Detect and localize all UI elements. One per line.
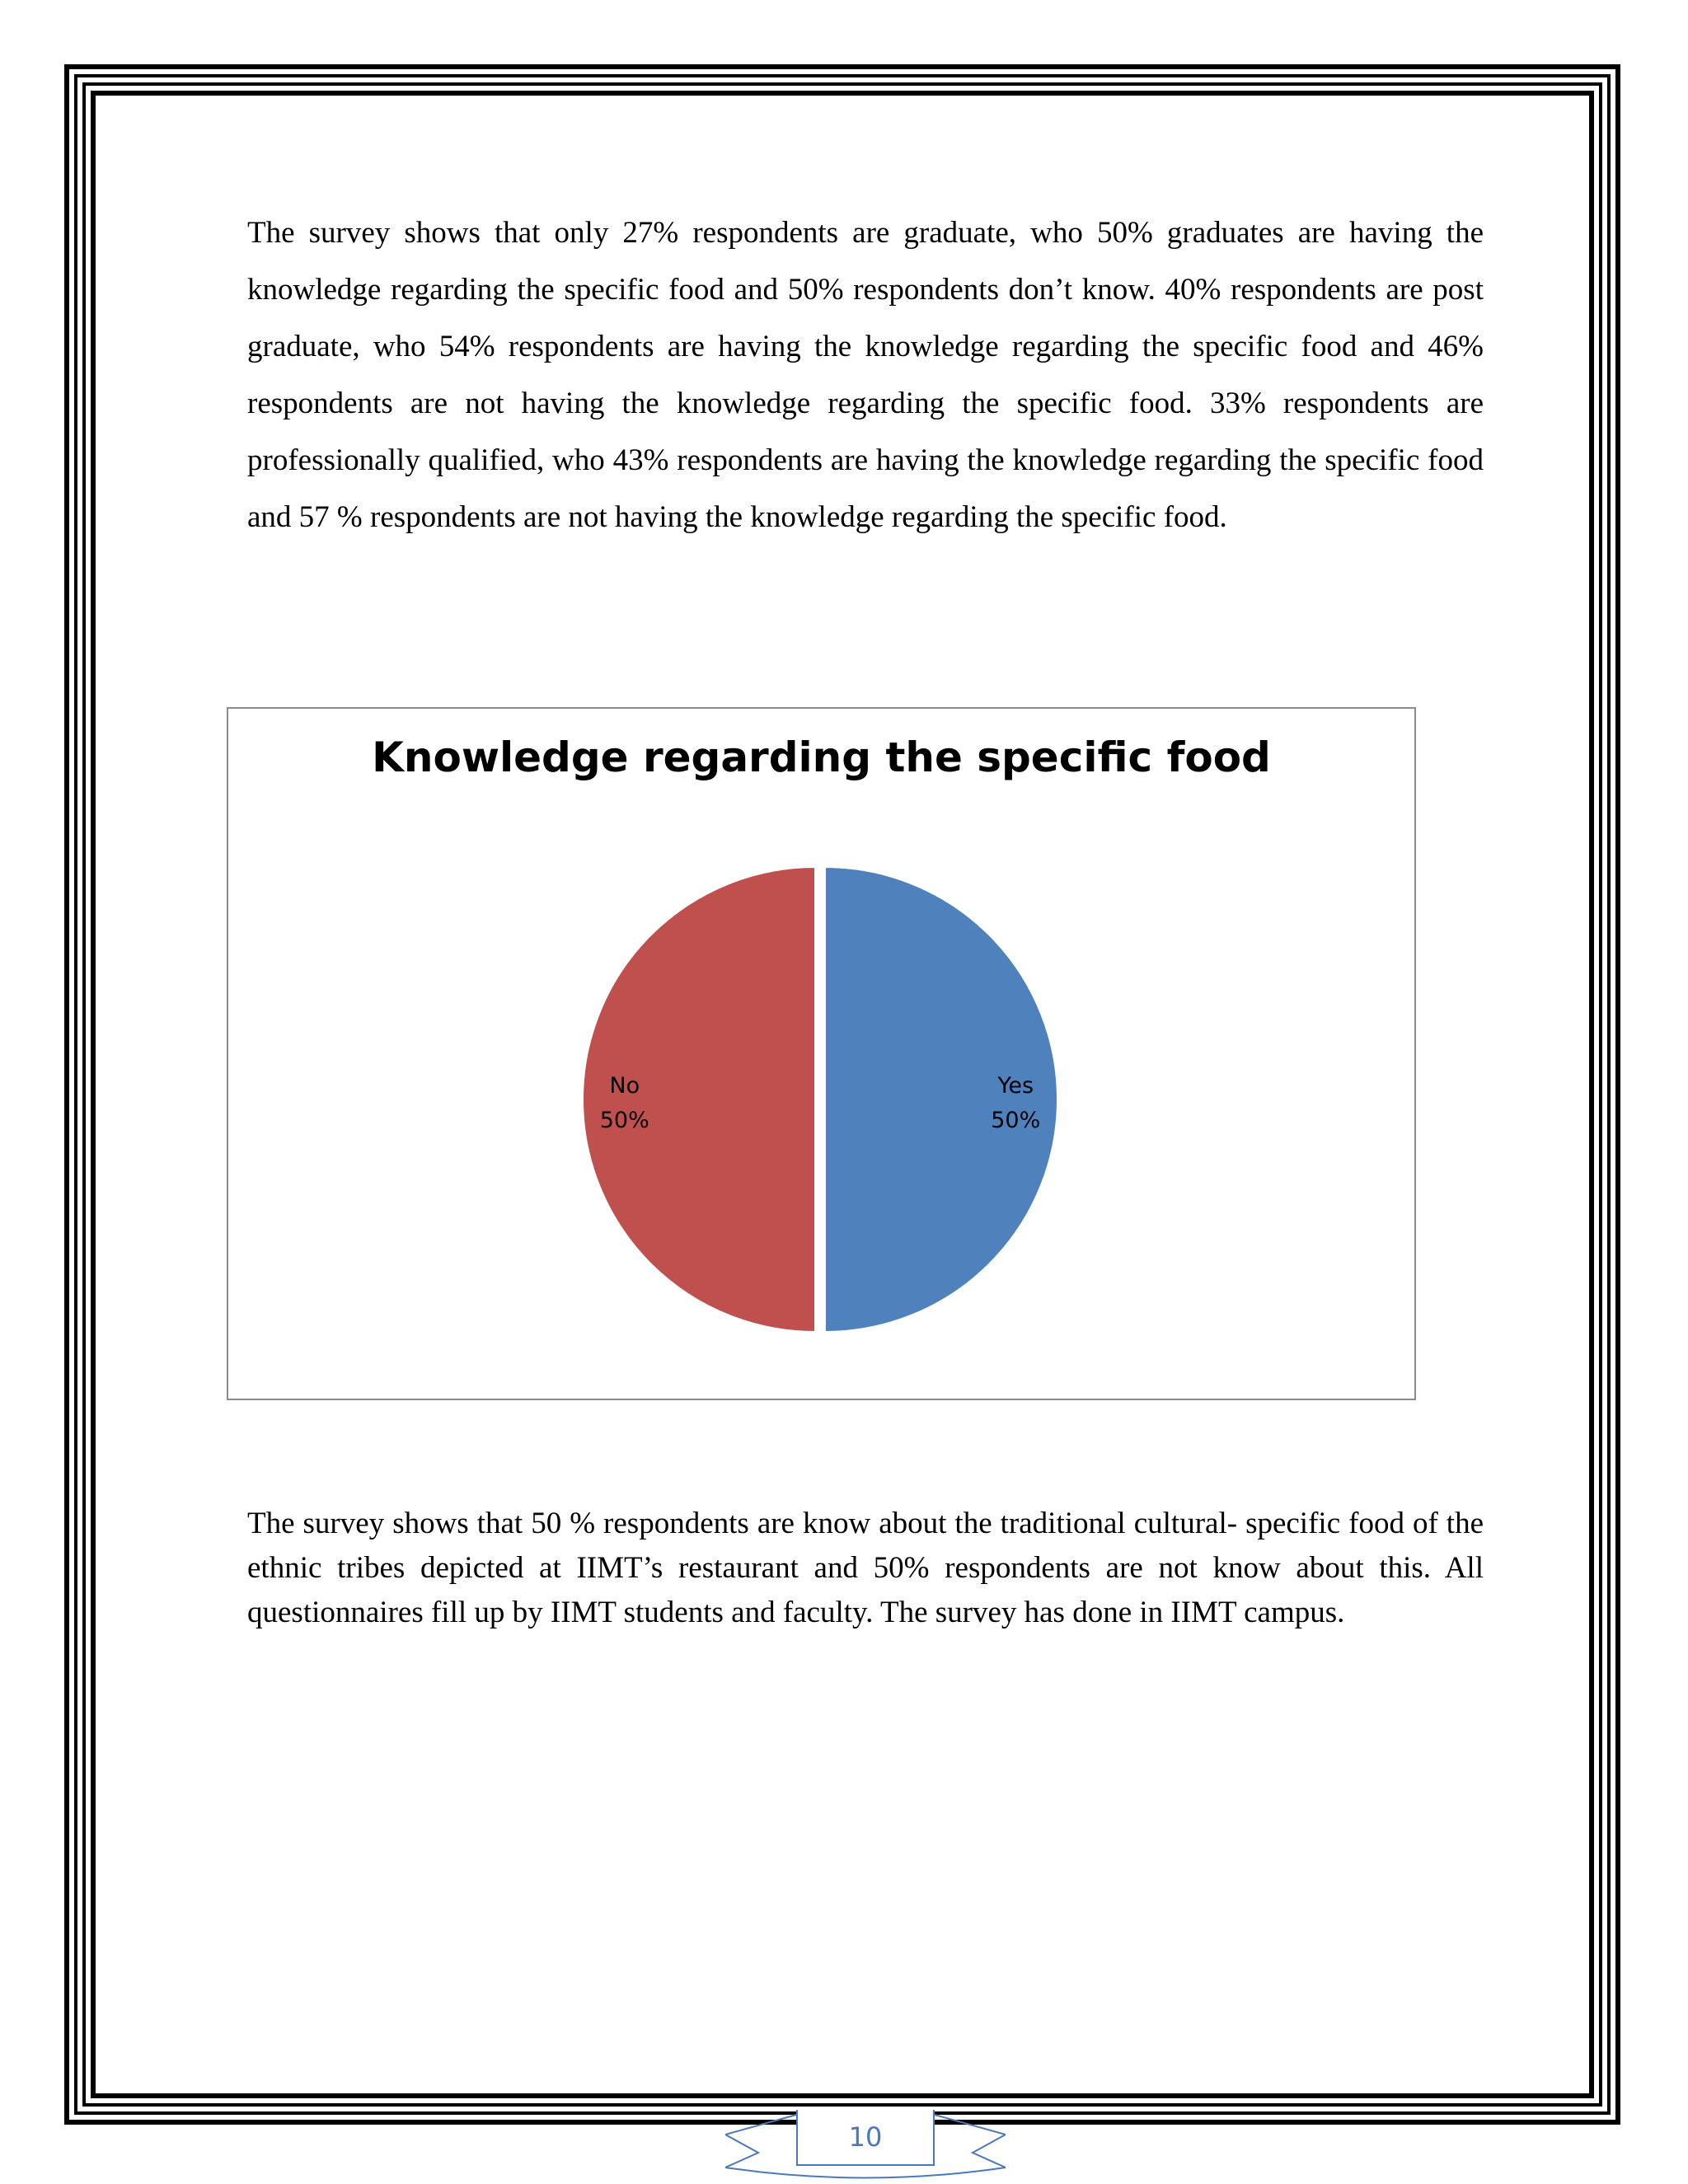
pie-chart-frame — [227, 707, 1416, 1400]
pie-label-category-no: No — [609, 1073, 640, 1099]
chart-title: Knowledge regarding the specific food — [372, 733, 1271, 781]
pie-label-value-yes: 50% — [991, 1108, 1041, 1133]
pie-label-category-yes: Yes — [997, 1073, 1034, 1099]
pie-slice-yes — [825, 867, 1057, 1332]
paragraph-survey-summary: The survey shows that 50 % respondents are know about the traditional cultural- specific food of the ethnic tribes depicted at IIMT’s restaurant and 50% respondents are not know about this. All questionnaires fill up by IIMT students and faculty. The survey has done in IIMT campus. — [247, 1507, 1484, 1629]
pie-label-value-no: 50% — [599, 1108, 649, 1133]
page-number-ribbon — [725, 2110, 1006, 2184]
pie-chart — [228, 709, 1414, 1399]
pie-slice-no — [583, 867, 815, 1332]
page-number: 10 — [796, 2110, 935, 2166]
paragraph-survey-education: The survey shows that only 27% respondents are graduate, who 50% graduates are having the knowledge regarding the specific food and 50% respondents don’t know. 40% respondents are post graduate, who 54% respondents are having the knowledge regarding the specific food and 46% respondents are not having the knowledge regarding the specific food. 33% respondents are professionally qualified, who 43% respondents are having the knowledge regarding the specific food and 57 % respondents are not having the knowledge regarding the specific food. — [247, 216, 1484, 534]
